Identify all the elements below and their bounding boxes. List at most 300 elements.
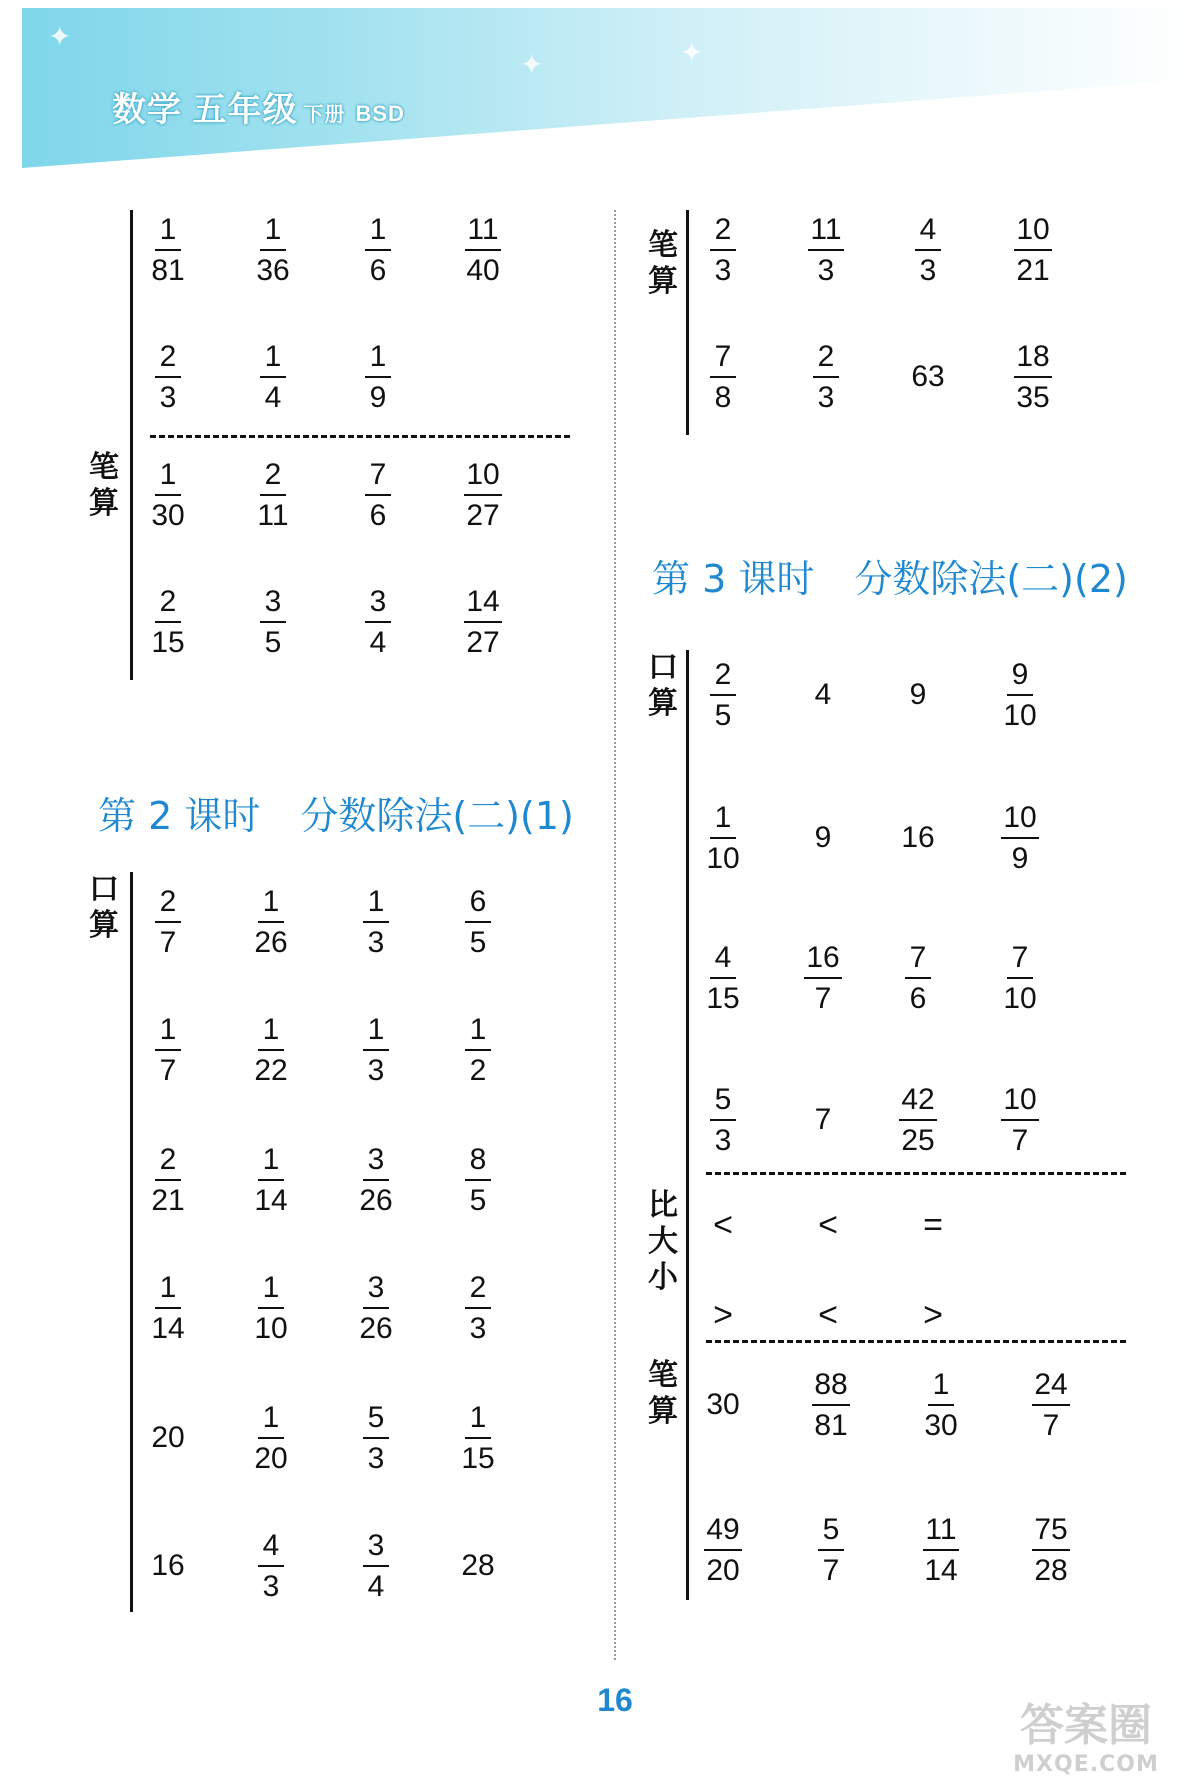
denominator: 20 [254, 1441, 288, 1475]
fraction [464, 457, 501, 532]
denominator: 9 [1011, 841, 1029, 875]
number-answer [873, 788, 963, 888]
watermark-url: MXQE.COM [1013, 1752, 1159, 1777]
denominator: 3 [367, 1053, 385, 1087]
fraction-answer [123, 572, 213, 672]
numerator: 6 [465, 887, 491, 923]
numerator: 75 [1032, 1515, 1069, 1551]
numerator: 4 [710, 943, 736, 979]
fraction-answer [438, 445, 528, 545]
fraction [465, 212, 500, 287]
publisher-badge: BSD [355, 101, 405, 126]
denominator: 25 [901, 1123, 935, 1157]
label-bisuan: 笔算 [89, 450, 119, 521]
denominator: 26 [359, 1311, 393, 1345]
denominator: 26 [359, 1183, 393, 1217]
denominator: 7 [1042, 1408, 1060, 1442]
fraction-answer [1006, 1355, 1096, 1455]
denominator: 7 [822, 1553, 840, 1587]
numerator: 10 [1001, 1085, 1038, 1121]
denominator: 5 [469, 925, 487, 959]
fraction [256, 212, 290, 287]
denominator: 5 [264, 625, 282, 659]
denominator: 4 [264, 380, 282, 414]
denominator: 10 [1003, 698, 1037, 732]
number-text: 30 [706, 1388, 740, 1421]
fraction-answer [228, 572, 318, 672]
fraction [363, 884, 389, 959]
numerator: 24 [1032, 1370, 1069, 1406]
fraction [812, 1367, 849, 1442]
numerator: 1 [928, 1370, 954, 1406]
numerator: 88 [812, 1370, 849, 1406]
numerator: 9 [1007, 660, 1033, 696]
numerator: 7 [1007, 943, 1033, 979]
numerator: 1 [155, 215, 181, 251]
denominator: 21 [1016, 253, 1050, 287]
fraction-answer [975, 1070, 1065, 1170]
numerator: 11 [808, 215, 843, 251]
number-text: 9 [814, 821, 832, 854]
number-answer [873, 645, 963, 745]
number-text: 16 [901, 821, 935, 854]
numerator: 2 [155, 342, 181, 378]
fraction [1003, 940, 1037, 1015]
fraction-answer [123, 1258, 213, 1358]
fraction [804, 940, 841, 1015]
denominator: 9 [369, 380, 387, 414]
numerator: 1 [365, 215, 391, 251]
fraction [155, 1012, 181, 1087]
numerator: 1 [258, 1015, 284, 1051]
numerator: 5 [710, 1085, 736, 1121]
fraction-answer [678, 327, 768, 427]
fraction [915, 212, 941, 287]
number-answer [778, 788, 868, 888]
denominator: 3 [367, 925, 385, 959]
fraction-answer [786, 1355, 876, 1455]
fraction-answer [333, 200, 423, 300]
denominator: 21 [151, 1183, 185, 1217]
numerator: 7 [710, 342, 736, 378]
fraction [365, 584, 391, 659]
number-text: 9 [909, 678, 927, 711]
fraction [710, 657, 736, 732]
denominator: 22 [254, 1053, 288, 1087]
fraction-answer [678, 928, 768, 1028]
numerator: 3 [365, 587, 391, 623]
fraction-answer [123, 872, 213, 972]
fraction [1032, 1512, 1069, 1587]
fraction [151, 1270, 185, 1345]
numerator: 1 [465, 1015, 491, 1051]
denominator: 11 [257, 498, 289, 532]
label-bidaxiao-text: 比大小 [648, 1188, 678, 1295]
comparison-symbol [678, 1265, 768, 1365]
fraction-answer [678, 788, 768, 888]
numerator: 1 [363, 1015, 389, 1051]
numerator: 1 [260, 342, 286, 378]
fraction [254, 1142, 288, 1217]
fraction [706, 800, 740, 875]
numerator: 3 [363, 1273, 389, 1309]
numerator: 10 [1001, 803, 1038, 839]
volume-text: 下册 [303, 104, 346, 126]
symbol-text: > [713, 1295, 733, 1334]
denominator: 15 [151, 625, 185, 659]
numerator: 3 [363, 1531, 389, 1567]
page-number: 16 [597, 1682, 633, 1718]
fraction [151, 457, 185, 532]
fraction [923, 1512, 958, 1587]
fraction [260, 584, 286, 659]
denominator: 15 [461, 1441, 495, 1475]
fraction [924, 1367, 958, 1442]
fraction-answer [333, 445, 423, 545]
fraction [465, 1270, 491, 1345]
numerator: 2 [465, 1273, 491, 1309]
symbol-text: = [923, 1205, 943, 1244]
fraction [365, 457, 391, 532]
fraction [710, 1082, 736, 1157]
fraction [461, 1400, 495, 1475]
title-text: 数学 五年级 [112, 91, 298, 129]
fraction [359, 1270, 393, 1345]
numerator: 49 [704, 1515, 741, 1551]
fraction [808, 212, 843, 287]
column-divider [614, 210, 616, 1660]
fraction-answer [438, 572, 528, 672]
denominator: 14 [254, 1183, 288, 1217]
denominator: 6 [369, 498, 387, 532]
dashed-separator [706, 1340, 1126, 1343]
number-answer [778, 645, 868, 745]
fraction-answer [678, 645, 768, 745]
fraction-answer [226, 1130, 316, 1230]
denominator: 81 [151, 253, 185, 287]
number-answer [433, 1516, 523, 1616]
sparkle-icon: ✦ [48, 21, 72, 52]
comparison-symbol [888, 1265, 978, 1365]
fraction-answer [781, 200, 871, 300]
denominator: 14 [924, 1553, 958, 1587]
denominator: 36 [256, 253, 290, 287]
sparkle-icon: ✦ [520, 49, 544, 80]
comparison-symbol [678, 1175, 768, 1275]
fraction [363, 1528, 389, 1603]
number-answer [778, 1070, 868, 1170]
fraction [151, 584, 185, 659]
fraction-answer [331, 1258, 421, 1358]
denominator: 3 [919, 253, 937, 287]
label-kousuan: 口算 [89, 872, 119, 943]
denominator: 35 [1016, 380, 1050, 414]
fraction [710, 212, 736, 287]
lesson-number: 第 3 课时 [652, 557, 815, 601]
fraction [151, 1142, 185, 1217]
lesson-topic: 分数除法(二)(2) [854, 557, 1128, 601]
fraction [818, 1512, 844, 1587]
label-bidaxiao [645, 1188, 681, 1296]
fraction-answer [678, 200, 768, 300]
fraction-answer [678, 1500, 768, 1600]
fraction-answer [226, 1000, 316, 1100]
fraction-answer [123, 445, 213, 545]
fraction-answer [331, 872, 421, 972]
number-text: 4 [814, 678, 832, 711]
fraction-answer [433, 872, 523, 972]
fraction [260, 339, 286, 414]
numerator: 1 [258, 1403, 284, 1439]
numerator: 1 [155, 1015, 181, 1051]
numerator: 5 [818, 1515, 844, 1551]
number-text: 7 [814, 1103, 832, 1136]
denominator: 27 [466, 498, 500, 532]
numerator: 4 [258, 1531, 284, 1567]
fraction-answer [873, 928, 963, 1028]
denominator: 5 [714, 698, 732, 732]
denominator: 7 [159, 1053, 177, 1087]
fraction-answer [433, 1258, 523, 1358]
denominator: 5 [469, 1183, 487, 1217]
fraction [1032, 1367, 1069, 1442]
numerator: 2 [710, 215, 736, 251]
denominator: 20 [706, 1553, 740, 1587]
denominator: 3 [817, 253, 835, 287]
numerator: 1 [258, 1145, 284, 1181]
fraction [155, 884, 181, 959]
dashed-separator [150, 435, 570, 438]
fraction-answer [883, 200, 973, 300]
numerator: 1 [365, 342, 391, 378]
fraction [465, 1012, 491, 1087]
fraction-answer [433, 1388, 523, 1488]
section-title-lesson-3 [652, 548, 1128, 603]
fraction-answer [228, 200, 318, 300]
fraction [254, 1012, 288, 1087]
symbol-text: < [818, 1205, 838, 1244]
denominator: 27 [466, 625, 500, 659]
fraction [813, 339, 839, 414]
numerator: 7 [365, 460, 391, 496]
denominator: 28 [1034, 1553, 1068, 1587]
fraction [258, 1528, 284, 1603]
numerator: 2 [155, 1145, 181, 1181]
numerator: 42 [899, 1085, 936, 1121]
denominator: 10 [706, 841, 740, 875]
fraction-answer [988, 200, 1078, 300]
fraction-answer [226, 1516, 316, 1616]
fraction-answer [896, 1355, 986, 1455]
fraction-answer [975, 788, 1065, 888]
lesson-topic: 分数除法(二)(1) [300, 794, 574, 838]
numerator: 8 [465, 1145, 491, 1181]
denominator: 10 [1003, 981, 1037, 1015]
fraction [706, 940, 740, 1015]
fraction [363, 1400, 389, 1475]
fraction-answer [123, 1130, 213, 1230]
numerator: 2 [155, 887, 181, 923]
denominator: 3 [159, 380, 177, 414]
fraction [465, 884, 491, 959]
numerator: 1 [465, 1403, 491, 1439]
denominator: 6 [369, 253, 387, 287]
fraction-answer [226, 872, 316, 972]
fraction [257, 457, 289, 532]
fraction-answer [123, 327, 213, 427]
denominator: 10 [254, 1311, 288, 1345]
numerator: 1 [155, 460, 181, 496]
label-kousuan: 口算 [648, 650, 678, 721]
denominator: 2 [469, 1053, 487, 1087]
denominator: 40 [466, 253, 500, 287]
fraction-answer [975, 928, 1065, 1028]
numerator: 1 [258, 1273, 284, 1309]
number-answer [123, 1516, 213, 1616]
fraction-answer [433, 1130, 523, 1230]
numerator: 1 [260, 215, 286, 251]
fraction-answer [333, 572, 423, 672]
numerator: 1 [258, 887, 284, 923]
denominator: 6 [909, 981, 927, 1015]
fraction-answer [438, 200, 528, 300]
lesson-number: 第 2 课时 [98, 794, 261, 838]
fraction [465, 1142, 491, 1217]
numerator: 5 [363, 1403, 389, 1439]
fraction [151, 212, 185, 287]
fraction-answer [228, 445, 318, 545]
numerator: 3 [363, 1145, 389, 1181]
numerator: 1 [710, 803, 736, 839]
numerator: 2 [155, 587, 181, 623]
number-text: 20 [151, 1421, 185, 1454]
fraction [365, 339, 391, 414]
numerator: 1 [363, 887, 389, 923]
denominator: 15 [706, 981, 740, 1015]
comparison-symbol [783, 1265, 873, 1365]
fraction-answer [778, 928, 868, 1028]
fraction-answer [228, 327, 318, 427]
fraction-answer [331, 1516, 421, 1616]
denominator: 30 [924, 1408, 958, 1442]
fraction-answer [226, 1258, 316, 1358]
fraction-answer [1006, 1500, 1096, 1600]
symbol-text: > [923, 1295, 943, 1334]
numerator: 7 [905, 943, 931, 979]
fraction-answer [226, 1388, 316, 1488]
fraction-answer [781, 327, 871, 427]
fraction-answer [896, 1500, 986, 1600]
denominator: 3 [367, 1441, 385, 1475]
denominator: 8 [714, 380, 732, 414]
watermark-text: 答案圈 [1020, 1700, 1152, 1751]
denominator: 30 [151, 498, 185, 532]
numerator: 14 [464, 587, 501, 623]
fraction-answer [123, 200, 213, 300]
numerator: 11 [465, 215, 500, 251]
fraction-answer [123, 1000, 213, 1100]
label-bisuan: 笔算 [648, 228, 678, 299]
sparkle-icon: ✦ [680, 37, 704, 68]
fraction [1014, 339, 1051, 414]
fraction [254, 884, 288, 959]
answer-bracket-line [130, 872, 133, 1612]
symbol-text: < [818, 1295, 838, 1334]
fraction [254, 1400, 288, 1475]
denominator: 7 [159, 925, 177, 959]
fraction-answer [678, 1070, 768, 1170]
number-text: 28 [461, 1549, 495, 1582]
denominator: 3 [817, 380, 835, 414]
numerator: 3 [260, 587, 286, 623]
number-answer [123, 1388, 213, 1488]
fraction [1014, 212, 1051, 287]
numerator: 2 [710, 660, 736, 696]
fraction [359, 1142, 393, 1217]
book-title [112, 82, 405, 131]
numerator: 1 [155, 1273, 181, 1309]
fraction [905, 940, 931, 1015]
comparison-symbol [783, 1175, 873, 1275]
fraction [254, 1270, 288, 1345]
number-text: 16 [151, 1549, 185, 1582]
numerator: 16 [804, 943, 841, 979]
number-text: 63 [911, 360, 945, 393]
numerator: 2 [260, 460, 286, 496]
fraction [710, 339, 736, 414]
denominator: 4 [369, 625, 387, 659]
fraction-answer [331, 1000, 421, 1100]
watermark-logo [991, 1700, 1181, 1786]
denominator: 26 [254, 925, 288, 959]
number-answer [883, 327, 973, 427]
denominator: 3 [262, 1569, 280, 1603]
fraction [365, 212, 391, 287]
fraction [1001, 1082, 1038, 1157]
fraction-answer [433, 1000, 523, 1100]
fraction [899, 1082, 936, 1157]
fraction-answer [873, 1070, 963, 1170]
section-title-lesson-2 [98, 785, 574, 840]
fraction-answer [988, 327, 1078, 427]
numerator: 18 [1014, 342, 1051, 378]
fraction [1003, 657, 1037, 732]
denominator: 7 [814, 981, 832, 1015]
fraction-answer [975, 645, 1065, 745]
denominator: 3 [714, 1123, 732, 1157]
denominator: 81 [814, 1408, 848, 1442]
label-bisuan: 笔算 [648, 1358, 678, 1429]
numerator: 4 [915, 215, 941, 251]
fraction-answer [331, 1388, 421, 1488]
denominator: 3 [714, 253, 732, 287]
numerator: 10 [464, 460, 501, 496]
denominator: 7 [1011, 1123, 1029, 1157]
numerator: 10 [1014, 215, 1051, 251]
numerator: 11 [923, 1515, 958, 1551]
denominator: 14 [151, 1311, 185, 1345]
comparison-symbol [888, 1175, 978, 1275]
fraction [704, 1512, 741, 1587]
symbol-text: < [713, 1205, 733, 1244]
denominator: 3 [469, 1311, 487, 1345]
fraction [363, 1012, 389, 1087]
fraction-answer [333, 327, 423, 427]
fraction [464, 584, 501, 659]
fraction-answer [786, 1500, 876, 1600]
fraction [155, 339, 181, 414]
number-answer [678, 1355, 768, 1455]
